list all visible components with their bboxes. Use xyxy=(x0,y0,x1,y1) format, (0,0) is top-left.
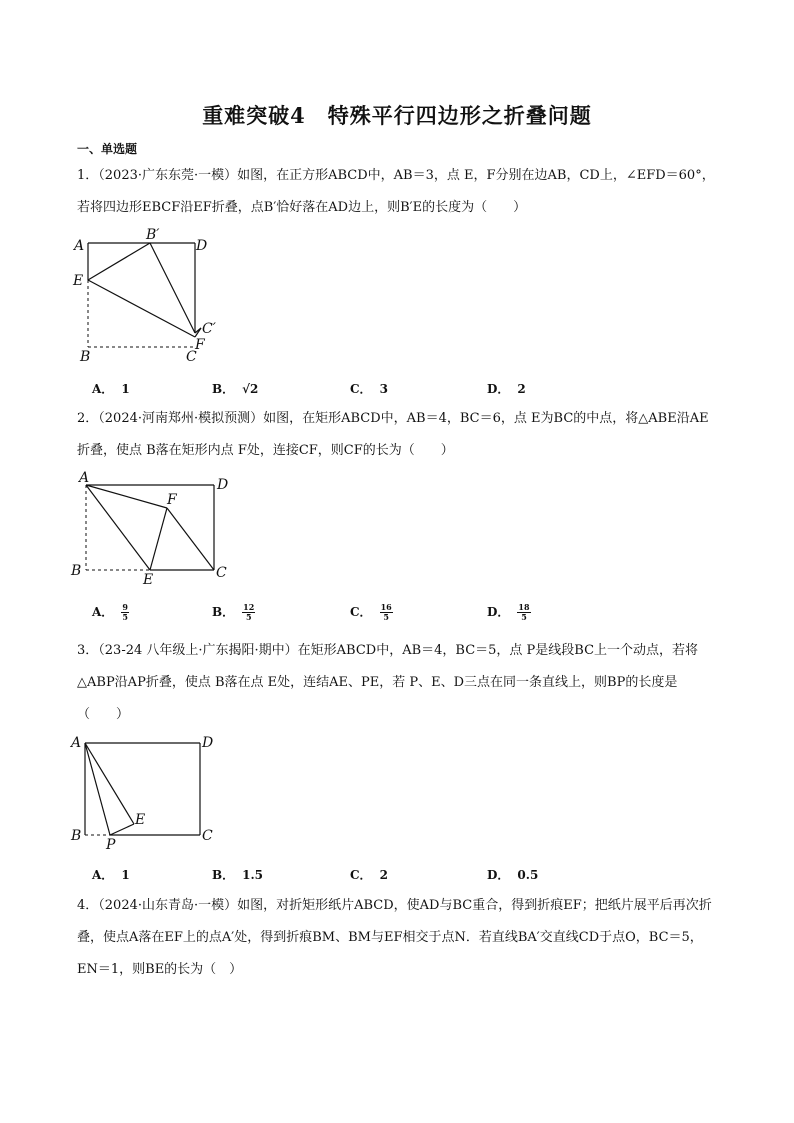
question-1-line-1: 1．（2023·广东东莞·一模）如图，在正方形ABCD中，AB＝3，点 E，F分别在边AB，CD上，∠EFD＝60°， xyxy=(77,168,715,183)
q2-option-a[interactable] xyxy=(92,603,129,622)
option-label: B． xyxy=(212,382,235,396)
question-4-line-1: 4．（2024·山东青岛·一模）如图，对折矩形纸片ABCD，使AD与BC重合，得到折痕EF；把纸片展平后再次折 xyxy=(77,898,712,913)
option-label: C． xyxy=(350,868,372,882)
q2-option-d[interactable] xyxy=(487,603,531,622)
question-1-line-2: 若将四边形EBCF沿EF折叠，点B′恰好落在AD边上，则B′E的长度为（ ） xyxy=(77,200,527,215)
fig1-label-a: A xyxy=(74,238,85,254)
fig1-label-b: B xyxy=(80,349,91,365)
q1-option-d[interactable] xyxy=(487,380,526,397)
figure-1 xyxy=(70,225,230,370)
fig3-label-p: P xyxy=(106,837,116,852)
fig1-label-e: E xyxy=(73,273,84,289)
option-value: 1.5 xyxy=(242,868,264,882)
fig2-label-b: B xyxy=(71,563,82,579)
numerator: 18 xyxy=(518,602,530,612)
option-value: 0.5 xyxy=(517,868,539,882)
option-value: 2 xyxy=(379,868,388,882)
fig2-label-e: E xyxy=(143,572,154,588)
denominator: 5 xyxy=(521,612,527,622)
fig3-label-c: C xyxy=(202,828,213,844)
option-fraction xyxy=(380,603,393,622)
q3-option-d[interactable] xyxy=(487,866,538,883)
option-label: A． xyxy=(92,605,114,619)
question-1 xyxy=(77,160,727,224)
figure-3 xyxy=(68,730,228,852)
page-title: 重难突破4 特殊平行四边形之折叠问题 xyxy=(202,103,592,128)
q3-option-a[interactable] xyxy=(92,866,130,883)
fig2-label-a: A xyxy=(79,470,90,486)
option-value: 2 xyxy=(517,382,526,396)
question-2-line-1: 2．（2024·河南郑州·模拟预测）如图，在矩形ABCD中，AB＝4，BC＝6，点 E为BC的中点，将△ABE沿AE xyxy=(77,411,709,426)
question-3 xyxy=(77,635,727,731)
fig3-label-a: A xyxy=(71,735,82,751)
option-label: D． xyxy=(487,382,510,396)
fig2-label-c: C xyxy=(216,565,227,581)
option-value: 3 xyxy=(379,382,388,396)
section-heading: 一、单选题 xyxy=(77,142,138,156)
q1-option-a[interactable] xyxy=(92,380,130,397)
denominator: 5 xyxy=(383,612,389,622)
numerator: 12 xyxy=(243,602,255,612)
question-3-line-2: △ABP沿AP折叠，使点 B落在点 E处，连结AE、PE，若 P、E、D三点在同一条直线上，则BP的长度是 xyxy=(77,675,678,690)
option-label: D． xyxy=(487,868,510,882)
fig1-label-b-prime: B′ xyxy=(146,227,160,243)
fig3-label-e: E xyxy=(135,812,146,828)
option-fraction xyxy=(242,603,255,622)
q1-option-c[interactable] xyxy=(350,380,388,397)
option-value: 1 xyxy=(121,868,130,882)
fig3-label-d: D xyxy=(202,735,214,751)
option-label: C． xyxy=(350,382,372,396)
fig2-label-f: F xyxy=(167,492,177,508)
option-label: A． xyxy=(92,868,114,882)
option-label: B． xyxy=(212,605,235,619)
option-fraction xyxy=(517,603,530,622)
option-fraction xyxy=(121,603,129,622)
option-label: A． xyxy=(92,382,114,396)
q1-option-b[interactable] xyxy=(212,380,258,397)
question-3-line-1: 3．（23-24 八年级上·广东揭阳·期中）在矩形ABCD中，AB＝4，BC＝5，点 P是线段BC上一个动点，若将 xyxy=(77,643,699,658)
option-label: D． xyxy=(487,605,510,619)
question-2 xyxy=(77,403,727,467)
fig2-label-d: D xyxy=(217,477,229,493)
numerator: 16 xyxy=(380,602,392,612)
option-value: √2 xyxy=(242,382,259,396)
fig1-label-d: D xyxy=(196,238,208,254)
option-label: C． xyxy=(350,605,372,619)
question-3-line-3: （ ） xyxy=(77,707,130,722)
question-2-line-2: 折叠，使点 B落在矩形内点 F处，连接CF，则CF的长为（ ） xyxy=(77,443,454,458)
option-value: 1 xyxy=(121,382,130,396)
q2-option-c[interactable] xyxy=(350,603,393,622)
fig1-label-f: F xyxy=(195,337,205,353)
q2-option-b[interactable] xyxy=(212,603,255,622)
q3-option-b[interactable] xyxy=(212,866,263,883)
question-4 xyxy=(77,890,727,986)
figure-2 xyxy=(68,468,243,588)
fig3-label-b: B xyxy=(71,828,82,844)
question-4-line-2: 叠，使点A落在EF上的点A′处，得到折痕BM、BM与EF相交于点N．若直线BA′交直线CD于点O，BC＝5， xyxy=(77,930,703,945)
denominator: 5 xyxy=(122,612,128,622)
numerator: 9 xyxy=(122,602,128,612)
question-4-line-3: EN＝1，则BE的长为（ ） xyxy=(77,962,243,977)
denominator: 5 xyxy=(245,612,252,622)
fig1-label-c-prime: C′ xyxy=(202,321,216,337)
option-label: B． xyxy=(212,868,235,882)
fig1-label-c: C xyxy=(186,349,197,365)
q3-option-c[interactable] xyxy=(350,866,388,883)
